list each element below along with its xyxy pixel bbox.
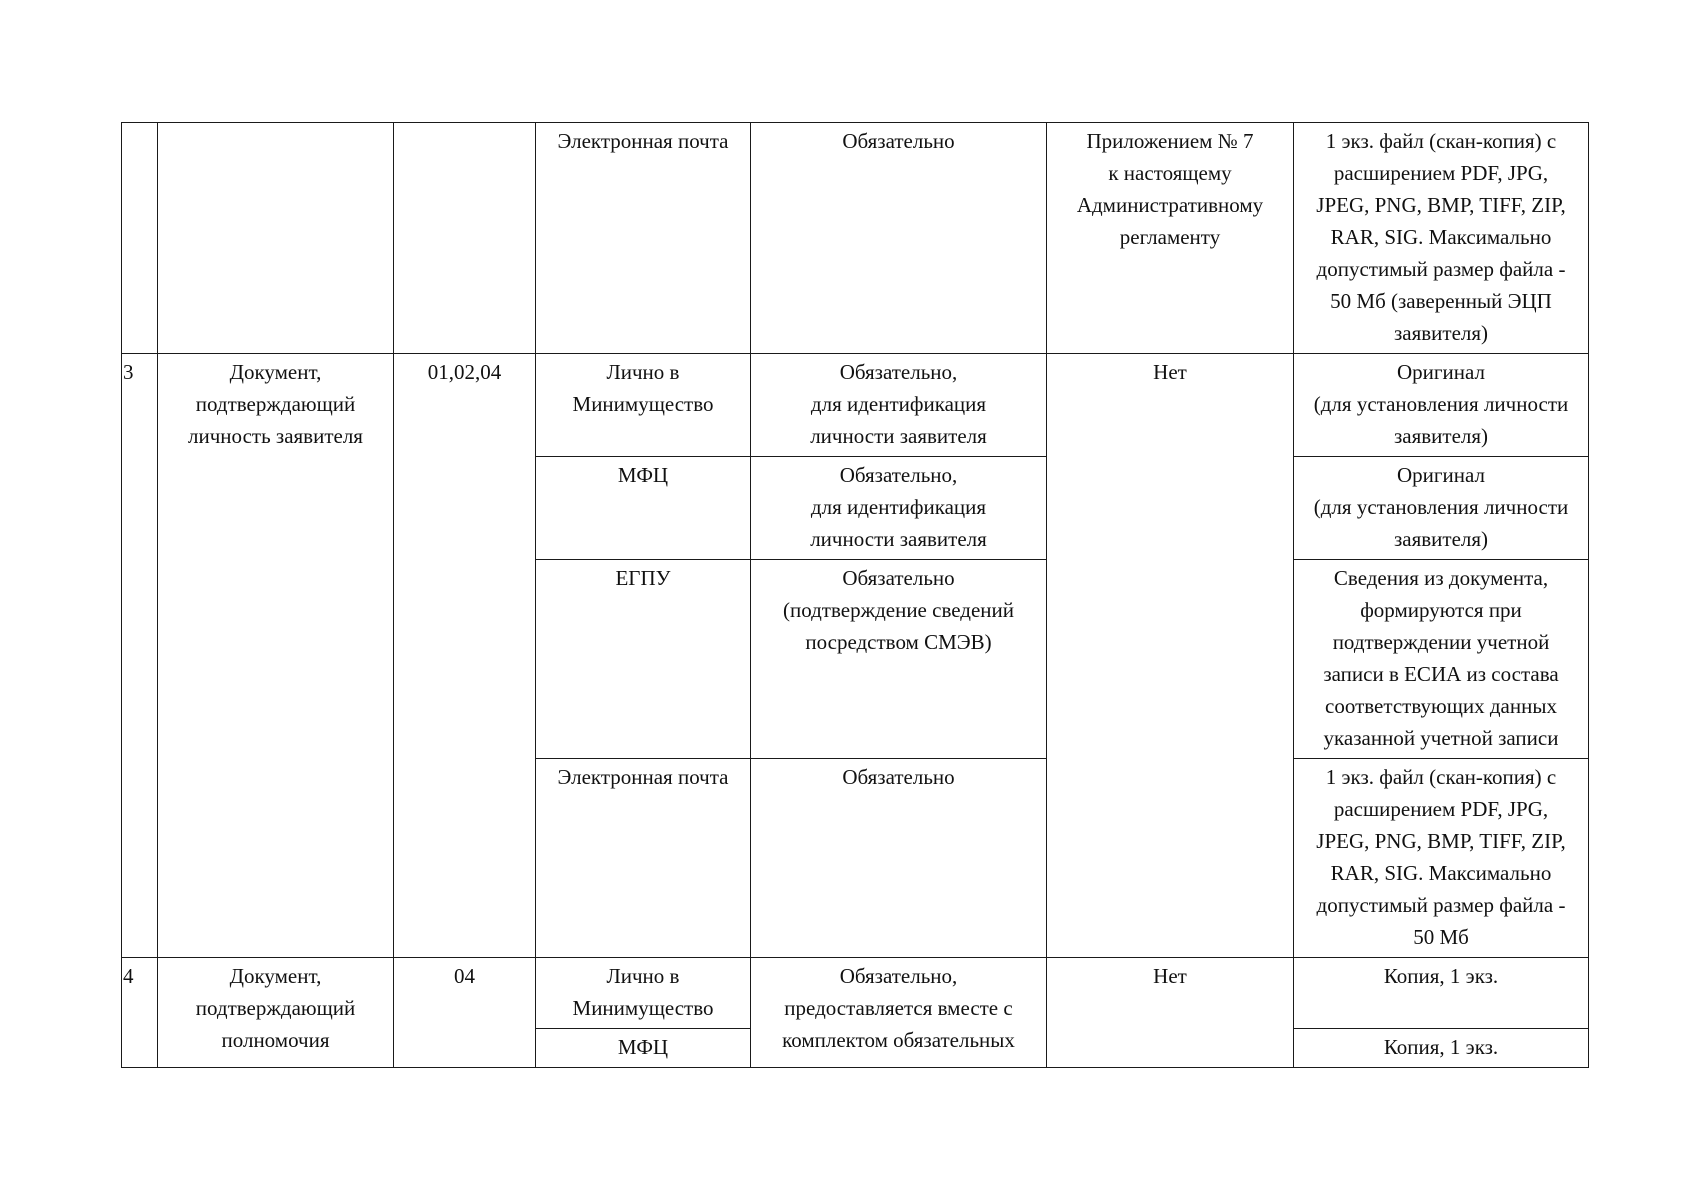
row-number-cell xyxy=(122,354,158,958)
requirement-cell xyxy=(751,123,1047,354)
text-line: формируются при xyxy=(1360,598,1522,622)
text-line: расширением PDF, JPG, xyxy=(1333,797,1549,821)
table-row xyxy=(122,123,1589,354)
note-cell xyxy=(1294,759,1589,958)
form-text: Нет xyxy=(1153,360,1187,384)
text-line: 50 Мб xyxy=(1413,925,1469,949)
form-cell xyxy=(1047,123,1294,354)
channel-cell xyxy=(536,958,751,1029)
text-line: для идентификация xyxy=(810,392,987,416)
text-line: Обязательно, xyxy=(839,964,958,988)
text-line: JPEG, PNG, BMP, TIFF, ZIP, xyxy=(1316,193,1566,217)
text-line: 1 экз. файл (скан-копия) с xyxy=(1325,129,1557,153)
text-line: (для установления личности xyxy=(1313,495,1569,519)
document-name-cell xyxy=(158,354,394,958)
note-text: Копия, 1 экз. xyxy=(1383,1035,1499,1059)
text-line: комплектом обязательных xyxy=(782,1028,1015,1052)
text-line: Обязательно xyxy=(842,765,955,789)
form-text: Нет xyxy=(1153,964,1187,988)
documents-table xyxy=(121,122,1589,1068)
text-line: предоставляется вместе с xyxy=(784,996,1013,1020)
text-line: Оригинал xyxy=(1397,360,1485,384)
note-cell xyxy=(1294,123,1589,354)
text-line: для идентификация xyxy=(810,495,987,519)
channel-cell xyxy=(536,123,751,354)
text-line: Минимущество xyxy=(572,996,714,1020)
codes-cell xyxy=(394,354,536,958)
text-line: JPEG, PNG, BMP, TIFF, ZIP, xyxy=(1316,829,1566,853)
requirement-cell xyxy=(751,560,1047,759)
requirement-cell xyxy=(751,354,1047,457)
requirement-cell xyxy=(751,759,1047,958)
text-line: Лично в xyxy=(606,360,680,384)
row-number-cell xyxy=(122,123,158,354)
document-name-cell xyxy=(158,123,394,354)
text-line: заявителя) xyxy=(1393,527,1489,551)
text-line: допустимый размер файла - xyxy=(1316,257,1566,281)
text-line: Электронная почта xyxy=(557,765,729,789)
text-line: личности заявителя xyxy=(810,527,987,551)
text-line: заявителя) xyxy=(1393,424,1489,448)
codes-cell xyxy=(394,958,536,1068)
text-line: к настоящему xyxy=(1108,161,1232,185)
text-line: регламенту xyxy=(1119,225,1221,249)
text-line: RAR, SIG. Максимально xyxy=(1330,225,1552,249)
text-line: указанной учетной записи xyxy=(1323,726,1559,750)
text-line: Обязательно, xyxy=(839,360,958,384)
text-line: МФЦ xyxy=(617,463,669,487)
text-line: Лично в xyxy=(606,964,680,988)
text-line: Документ, xyxy=(229,964,322,988)
text-line: личности заявителя xyxy=(810,424,987,448)
codes-text: 04 xyxy=(454,964,475,988)
text-line: расширением PDF, JPG, xyxy=(1333,161,1549,185)
text-line: Приложением № 7 xyxy=(1086,129,1254,153)
text-line: (подтверждение сведений xyxy=(782,598,1015,622)
text-line: МФЦ xyxy=(617,1035,669,1059)
text-line: подтверждающий xyxy=(195,996,356,1020)
text-line: полномочия xyxy=(221,1028,330,1052)
note-cell xyxy=(1294,354,1589,457)
form-cell xyxy=(1047,354,1294,958)
table-row xyxy=(122,958,1589,1029)
text-line: 1 экз. файл (скан-копия) с xyxy=(1325,765,1557,789)
row-number: 3 xyxy=(123,360,134,384)
channel-cell xyxy=(536,1029,751,1068)
text-line: соответствующих данных xyxy=(1325,694,1557,718)
note-cell xyxy=(1294,1029,1589,1068)
text-line: Административному xyxy=(1076,193,1264,217)
text-line: заявителя) xyxy=(1393,321,1489,345)
text-line: допустимый размер файла - xyxy=(1316,893,1566,917)
note-cell xyxy=(1294,958,1589,1029)
requirement-cell xyxy=(751,958,1047,1068)
text-line: Документ, xyxy=(229,360,322,384)
text-line: Сведения из документа, xyxy=(1333,566,1549,590)
text-line: подтверждающий xyxy=(195,392,356,416)
note-text: Копия, 1 экз. xyxy=(1383,964,1499,988)
table-row xyxy=(122,354,1589,457)
codes-text: 01,02,04 xyxy=(427,360,502,384)
row-number-cell xyxy=(122,958,158,1068)
row-number: 4 xyxy=(123,964,134,988)
document-name-cell xyxy=(158,958,394,1068)
codes-cell xyxy=(394,123,536,354)
text-line: личность заявителя xyxy=(188,424,363,448)
channel-cell xyxy=(536,457,751,560)
channel-label: Электронная почта xyxy=(557,129,729,153)
text-line: Минимущество xyxy=(572,392,714,416)
text-line: (для установления личности xyxy=(1313,392,1569,416)
text-line: Обязательно xyxy=(842,566,955,590)
text-line: ЕГПУ xyxy=(615,566,671,590)
requirement-cell xyxy=(751,457,1047,560)
text-line: Обязательно, xyxy=(839,463,958,487)
text-line: RAR, SIG. Максимально xyxy=(1330,861,1552,885)
channel-cell xyxy=(536,560,751,759)
text-line: посредством СМЭВ) xyxy=(805,630,992,654)
note-cell xyxy=(1294,457,1589,560)
text-line: 50 Мб (заверенный ЭЦП xyxy=(1330,289,1552,313)
channel-cell xyxy=(536,759,751,958)
note-cell xyxy=(1294,560,1589,759)
form-cell xyxy=(1047,958,1294,1068)
text-line: подтверждении учетной xyxy=(1332,630,1550,654)
text-line: записи в ЕСИА из состава xyxy=(1323,662,1559,686)
channel-cell xyxy=(536,354,751,457)
requirement-text: Обязательно xyxy=(842,129,955,153)
text-line: Оригинал xyxy=(1397,463,1485,487)
